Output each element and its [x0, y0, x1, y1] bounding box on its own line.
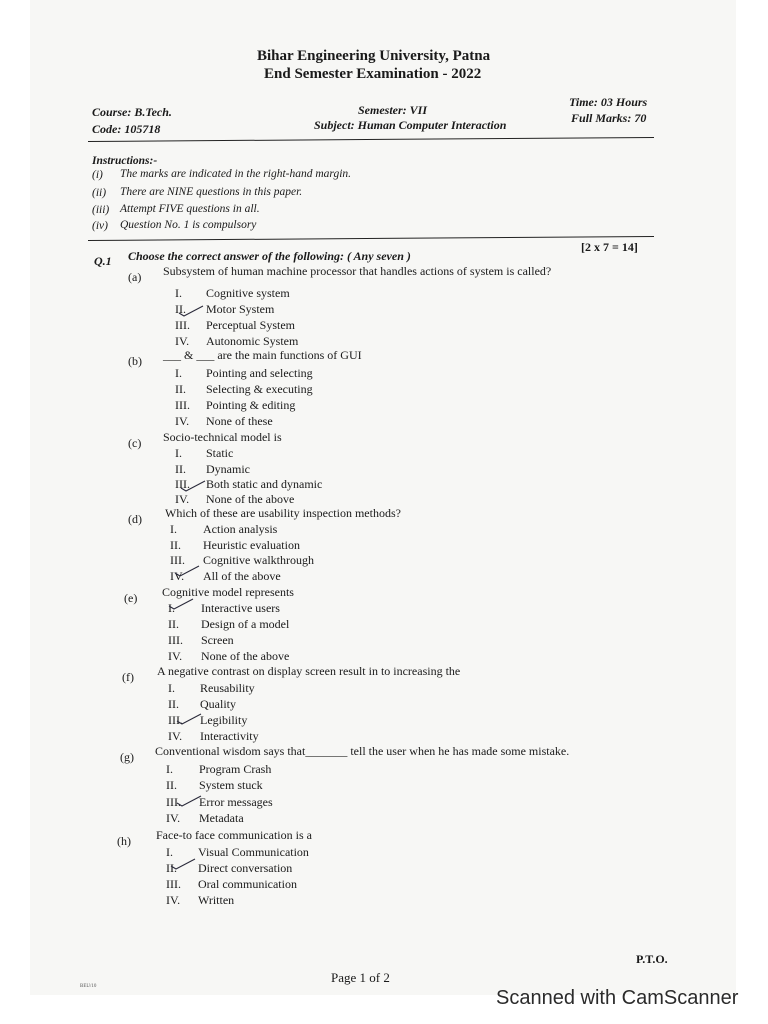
option-number: IV. — [166, 811, 181, 825]
pen-tick-icon — [176, 713, 194, 723]
option-text: Program Crash — [199, 762, 272, 776]
pen-tick-icon — [180, 480, 198, 490]
pen-tick-icon — [174, 565, 192, 575]
semester-label: Semester: VII — [358, 103, 427, 117]
course-label: Course: B.Tech. — [92, 105, 172, 119]
option-number: I. — [170, 522, 177, 536]
part-label: (c) — [128, 436, 142, 450]
option-number: II. — [168, 617, 179, 631]
option-number: IV. — [175, 334, 190, 348]
option-number: III. — [175, 398, 190, 412]
instruction-text: Question No. 1 is compulsory — [120, 219, 257, 231]
option-text: Direct conversation — [198, 861, 293, 875]
option-number: I. — [168, 681, 175, 695]
option-number: III. — [168, 633, 183, 647]
instructions-heading: Instructions:- — [92, 155, 158, 167]
part-label: (g) — [120, 750, 134, 764]
option-text: Action analysis — [203, 522, 278, 536]
part-label: (e) — [124, 591, 138, 605]
option-text: System stuck — [199, 778, 263, 792]
part-label: (h) — [117, 834, 131, 848]
camscanner-watermark: Scanned with CamScanner — [496, 987, 739, 1009]
part-question: ___ & ___ are the main functions of GUI — [163, 348, 362, 362]
option-text: Metadata — [199, 811, 244, 825]
option-text: All of the above — [203, 569, 281, 583]
option-number: II. — [175, 462, 186, 476]
part-question: Cognitive model represents — [162, 585, 294, 599]
option-number: II. — [170, 538, 181, 552]
option-number: I. — [168, 601, 175, 615]
pen-tick-icon — [176, 795, 194, 805]
option-text: Pointing & editing — [206, 398, 296, 412]
part-question: A negative contrast on display screen result in to increasing the — [157, 664, 461, 678]
option-text: None of these — [206, 414, 273, 428]
option-number: III. — [170, 553, 185, 567]
time-label: Time: 03 Hours — [569, 95, 648, 109]
option-text: None of the above — [201, 649, 290, 663]
option-number: IV. — [168, 729, 183, 743]
option-number: III. — [175, 318, 190, 332]
code-label: Code: 105718 — [92, 122, 161, 136]
option-number: IV. — [175, 414, 190, 428]
option-text: Reusability — [200, 681, 255, 695]
exam-title: End Semester Examination - 2022 — [264, 66, 482, 82]
option-text: Cognitive system — [206, 286, 290, 300]
full-marks-label: Full Marks: 70 — [571, 111, 647, 125]
question-marks: [2 x 7 = 14] — [581, 240, 638, 254]
option-text: Quality — [200, 697, 236, 711]
option-text: Motor System — [206, 302, 275, 316]
option-text: Screen — [201, 633, 234, 647]
question-number: Q.1 — [94, 254, 112, 268]
option-number: IV. — [166, 893, 181, 907]
option-text: Pointing and selecting — [206, 366, 313, 380]
option-text: Selecting & executing — [206, 382, 313, 396]
option-text: Interactivity — [200, 729, 259, 743]
part-question: Subsystem of human machine processor that handles actions of system is called? — [163, 264, 552, 278]
part-label: (a) — [128, 270, 142, 284]
instruction-text: There are NINE questions in this paper. — [120, 186, 303, 198]
option-number: III. — [175, 477, 190, 491]
option-text: Dynamic — [206, 462, 250, 476]
option-number: IV. — [168, 649, 183, 663]
university-title: Bihar Engineering University, Patna — [257, 48, 491, 64]
option-number: I. — [175, 366, 182, 380]
option-text: Error messages — [199, 795, 273, 809]
exam-sheet — [30, 0, 736, 995]
part-question: Conventional wisdom says that_______ tell the user when he has made some mistake. — [155, 744, 570, 758]
option-text: Legibility — [200, 713, 248, 727]
part-question: Socio-technical model is — [163, 430, 282, 444]
page-number: Page 1 of 2 — [331, 970, 390, 985]
option-number: I. — [166, 762, 173, 776]
option-text: Cognitive walkthrough — [203, 553, 314, 567]
option-number: I. — [175, 286, 182, 300]
pen-tick-icon — [168, 598, 186, 608]
part-label: (b) — [128, 354, 142, 368]
option-number: III. — [166, 877, 181, 891]
option-text: None of the above — [206, 492, 295, 506]
option-number: I. — [175, 446, 182, 460]
option-number: IV. — [175, 492, 190, 506]
pen-tick-icon — [170, 858, 188, 868]
subject-label: Subject: Human Computer Interaction — [314, 118, 507, 132]
option-number: II. — [166, 861, 177, 875]
instruction-number: (i) — [92, 169, 103, 181]
option-number: III. — [168, 713, 183, 727]
part-question: Face-to face communication is a — [156, 828, 312, 842]
option-text: Static — [206, 446, 234, 460]
option-text: Perceptual System — [206, 318, 295, 332]
option-number: IV. — [170, 569, 185, 583]
instruction-number: (iii) — [92, 204, 110, 216]
pen-tick-icon — [178, 305, 196, 315]
option-text: Autonomic System — [206, 334, 299, 348]
pto-label: P.T.O. — [636, 952, 668, 966]
option-text: Interactive users — [201, 601, 280, 615]
option-number: II. — [168, 697, 179, 711]
option-number: I. — [166, 845, 173, 859]
option-number: III. — [166, 795, 181, 809]
option-text: Visual Communication — [198, 845, 309, 859]
option-text: Oral communication — [198, 877, 297, 891]
footer-code: BEU/10 — [80, 984, 97, 989]
part-label: (f) — [122, 670, 134, 684]
part-question: Which of these are usability inspection methods? — [165, 506, 401, 520]
option-text: Written — [198, 893, 235, 907]
option-number: II. — [175, 382, 186, 396]
instruction-number: (ii) — [92, 187, 107, 199]
option-number: II. — [175, 302, 186, 316]
question-heading: Choose the correct answer of the following: ( Any seven ) — [128, 249, 411, 263]
instruction-text: The marks are indicated in the right-hand margin. — [120, 168, 352, 180]
instruction-number: (iv) — [92, 220, 108, 232]
option-text: Design of a model — [201, 617, 290, 631]
option-text: Both static and dynamic — [206, 477, 323, 491]
instruction-text: Attempt FIVE questions in all. — [120, 203, 260, 215]
part-label: (d) — [128, 512, 142, 526]
option-text: Heuristic evaluation — [203, 538, 300, 552]
option-number: II. — [166, 778, 177, 792]
